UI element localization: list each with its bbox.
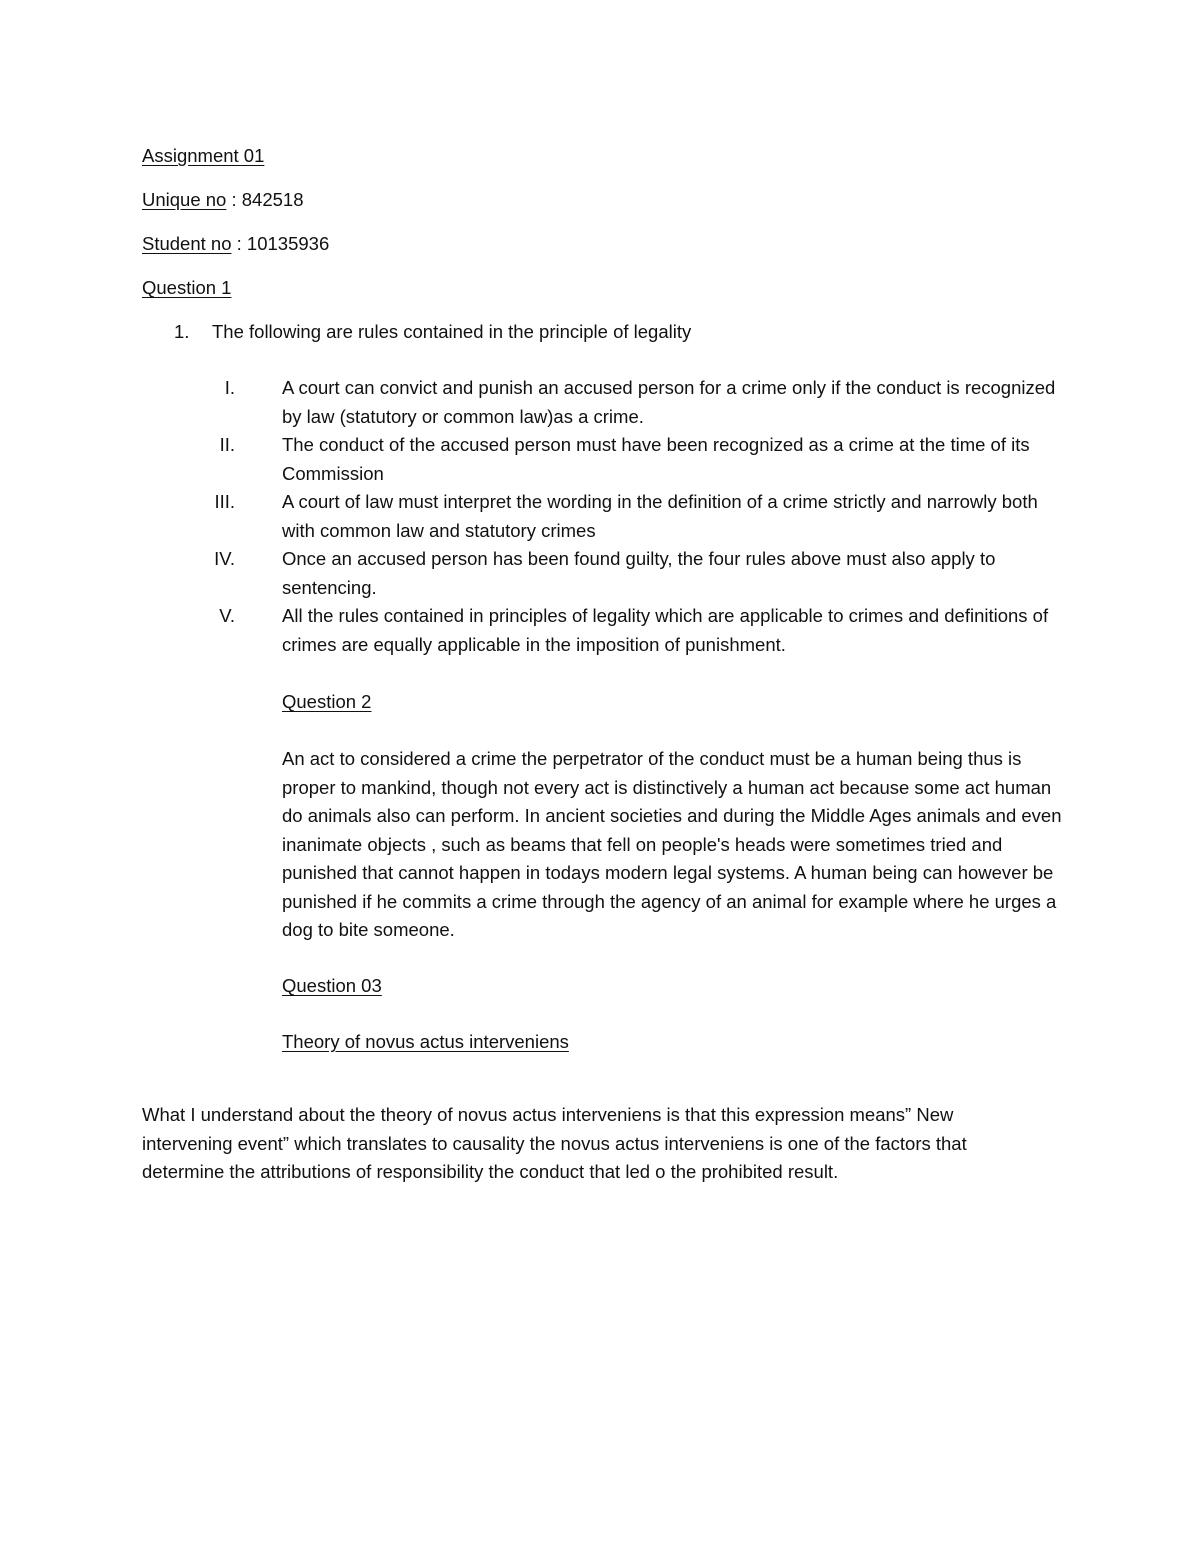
rule-numeral: V. [219, 605, 235, 626]
student-number-value: : 10135936 [231, 233, 330, 254]
question1-item-number: 1. [174, 321, 190, 342]
unique-number-line [142, 186, 304, 214]
question3-heading: Question 03 [282, 975, 382, 996]
rule-numeral: IV. [214, 548, 235, 569]
question1-item-text: The following are rules contained in the principle of legality [212, 321, 692, 342]
assignment-title [142, 142, 264, 170]
question3-answer: What I understand about the theory of novus actus interveniens is that this expression means” New intervening event” which translates to causality the novus actus interveniens is one of the factors that determine the attributions of responsibility the conduct that led o the prohibited result. [142, 1104, 967, 1182]
unique-number-label: Unique no [142, 189, 227, 210]
question1-heading: Question 1 [142, 277, 232, 298]
question2-heading-line [282, 688, 1072, 716]
question2-answer: An act to considered a crime the perpetrator of the conduct must be a human being thus is proper to mankind, though not every act is distinctively a human act because some act human do animals also can perform. In ancient societies and during the Middle Ages animals and even inanimate objects , such as beams that fell on people's heads were sometimes tried and punished that cannot happen in todays modern legal systems. A human being can however be punished if he commits a crime through the agency of an animal for example where he urges a dog to bite someone. [282, 748, 1062, 940]
list-item [190, 602, 1080, 659]
list-item [190, 545, 1080, 602]
list-item [190, 431, 1080, 488]
student-number-label: Student no [142, 233, 232, 254]
rule-text: A court can convict and punish an accused person for a crime only if the conduct is recognized by law (statutory or common law)as a crime. [282, 377, 1056, 427]
rule-text: A court of law must interpret the wording in the definition of a crime strictly and narrowly both with common law and statutory crimes [282, 491, 1038, 541]
rule-text: The conduct of the accused person must have been recognized as a crime at the time of its Commission [282, 434, 1030, 484]
question1-heading-line [142, 274, 231, 302]
assignment-heading: Assignment 01 [142, 145, 265, 166]
rule-numeral: III. [214, 491, 235, 512]
list-item [190, 374, 1080, 431]
rule-text: Once an accused person has been found guilty, the four rules above must also apply to sentencing. [282, 548, 996, 598]
legality-rules-list [190, 374, 1080, 659]
question3-subheading: Theory of novus actus interveniens [282, 1031, 569, 1052]
question3-subheading-line [282, 1028, 1072, 1056]
rule-numeral: II. [219, 434, 235, 455]
list-item [190, 488, 1080, 545]
question2-heading: Question 2 [282, 691, 372, 712]
rule-text: All the rules contained in principles of legality which are applicable to crimes and definitions of crimes are equally applicable in the imposition of punishment. [282, 605, 1049, 655]
student-number-line [142, 230, 329, 258]
question3-heading-line [282, 972, 1072, 1000]
rule-numeral: I. [224, 377, 235, 398]
unique-number-value: : 842518 [226, 189, 304, 210]
